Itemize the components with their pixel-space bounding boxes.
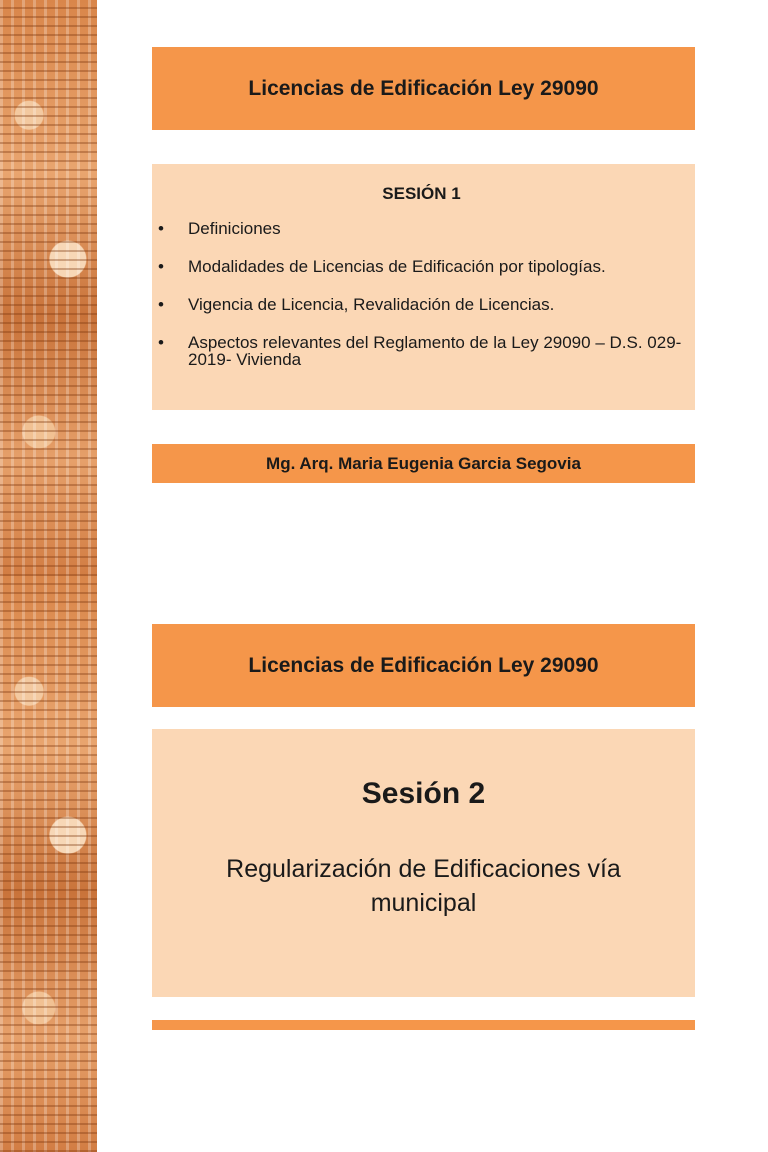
session-content-box (152, 164, 695, 410)
topic-list (158, 220, 685, 368)
city-photo-strip (0, 0, 97, 576)
author-name: Mg. Arq. Maria Eugenia Garcia Segovia (266, 453, 581, 473)
list-item-text: Vigencia de Licencia, Revalidación de Licencias. (188, 295, 555, 314)
list-item-text: Definiciones (188, 219, 281, 238)
list-item (158, 296, 685, 313)
list-item-text: Modalidades de Licencias de Edificación por tipologías. (188, 257, 606, 276)
city-photo-strip (0, 576, 97, 1152)
slide-2 (0, 576, 768, 1152)
slide-title-text: Licencias de Edificación Ley 29090 (248, 76, 599, 100)
session-content-box (152, 729, 695, 997)
author-bar-partial (152, 1020, 695, 1030)
bullet-icon: • (158, 295, 164, 314)
list-item (158, 220, 685, 237)
session-topic: Regularización de Edificaciones vía municipal (226, 855, 621, 917)
bullet-icon: • (158, 219, 164, 238)
slide-title-text: Licencias de Edificación Ley 29090 (248, 653, 599, 677)
slide-title (152, 47, 695, 130)
slide-title (152, 624, 695, 707)
list-item (158, 258, 685, 275)
bullet-icon: • (158, 257, 164, 276)
list-item (158, 334, 685, 368)
session-heading: Sesión 2 (361, 777, 486, 810)
session-heading: SESIÓN 1 (382, 184, 461, 203)
author-bar (152, 444, 695, 483)
list-item-text: Aspectos relevantes del Reglamento de la Ley 29090 – D.S. 029-2019- Vivienda (188, 333, 682, 369)
bullet-icon: • (158, 333, 164, 352)
